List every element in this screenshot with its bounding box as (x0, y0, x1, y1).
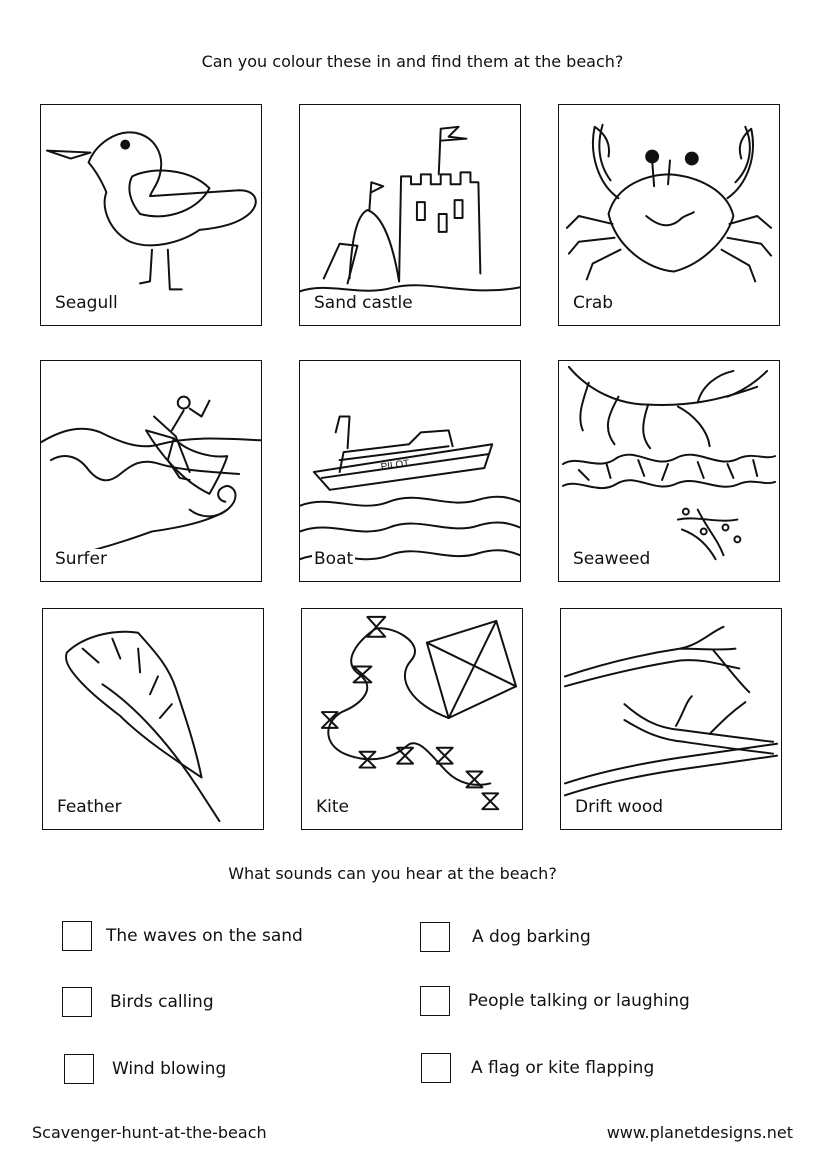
checkbox[interactable] (64, 1054, 94, 1084)
seagull-icon (41, 105, 261, 325)
sound-item[interactable] (64, 1054, 226, 1084)
feather-icon (43, 609, 263, 829)
surfer-icon (41, 361, 261, 581)
sound-item[interactable] (62, 921, 303, 951)
card-boat (299, 360, 521, 582)
sound-label: Wind blowing (112, 1059, 227, 1079)
card-label: Seaweed (573, 549, 651, 569)
sound-label: Birds calling (110, 992, 214, 1012)
sound-item[interactable] (421, 1053, 654, 1083)
sand-castle-icon (300, 105, 520, 325)
card-seagull (40, 104, 262, 326)
checkbox[interactable] (421, 1053, 451, 1083)
boat-icon (300, 361, 520, 581)
card-label: Sand castle (314, 293, 413, 313)
card-crab (558, 104, 780, 326)
driftwood-icon (561, 609, 781, 829)
checkbox[interactable] (420, 922, 450, 952)
crab-icon (559, 105, 779, 325)
sound-item[interactable] (420, 922, 591, 952)
footer-filename: Scavenger-hunt-at-the-beach (32, 1123, 267, 1142)
card-label: Feather (57, 797, 122, 817)
sound-label: A flag or kite flapping (471, 1058, 655, 1078)
card-feather (42, 608, 264, 830)
sounds-title: What sounds can you hear at the beach? (228, 864, 557, 883)
checkbox[interactable] (62, 987, 92, 1017)
card-label: Kite (316, 797, 349, 817)
checkbox[interactable] (62, 921, 92, 951)
card-surfer (40, 360, 262, 582)
sound-label: A dog barking (472, 927, 591, 947)
sound-label: People talking or laughing (468, 991, 690, 1011)
seaweed-icon (559, 361, 779, 581)
card-label: Seagull (55, 293, 118, 313)
checkbox[interactable] (420, 986, 450, 1016)
page-title: Can you colour these in and find them at the beach? (201, 52, 624, 71)
card-label: Surfer (55, 549, 107, 569)
card-label: Crab (573, 293, 614, 313)
card-label: Drift wood (575, 797, 664, 817)
card-kite (301, 608, 523, 830)
card-sand-castle (299, 104, 521, 326)
card-seaweed (558, 360, 780, 582)
sound-label: The waves on the sand (106, 926, 303, 946)
card-label: Boat (314, 549, 354, 569)
sound-item[interactable] (420, 986, 690, 1016)
kite-icon (302, 609, 522, 829)
footer-website: www.planetdesigns.net (606, 1123, 793, 1142)
sound-item[interactable] (62, 987, 214, 1017)
boat-name-text: PILOT (380, 458, 410, 473)
card-driftwood (560, 608, 782, 830)
